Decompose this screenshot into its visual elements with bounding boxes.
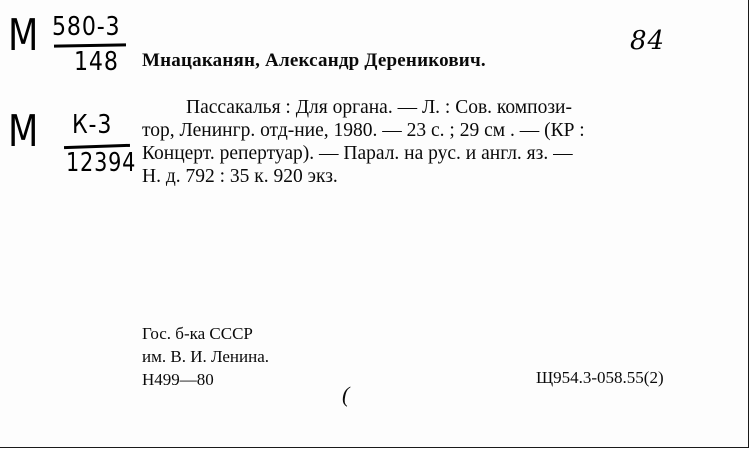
call-number-1-top: 580-3 [52,12,121,42]
library-line-2: им. В. И. Ленина. [142,347,270,366]
library-line-3: Н499—80 [142,370,214,389]
description-line-2: тор, Ленингр. отд-ние, 1980. — 23 с. ; 29 см . — (КР : [142,120,585,141]
classification-code: Щ954.3-058.55(2) [536,368,664,387]
call-number-1-letter: М [8,10,40,61]
call-number-2-top: К-3 [72,110,113,140]
bibliographic-description [142,96,684,188]
library-line-1: Гос. б-ка СССР [142,324,253,343]
handwritten-corner-mark: 84 [630,26,666,56]
author-heading: Мнацаканян, Александр Дереникович. [142,50,486,71]
library-imprint [142,322,269,391]
call-number-1-bottom: 148 [74,47,119,77]
call-number-2-bottom: 12394 [66,148,137,178]
stray-pencil-mark: ( [342,382,350,407]
description-line-3: Концерт. репертуар). — Парал. на рус. и англ. яз. — [142,143,573,164]
call-number-2-letter: М [8,106,40,157]
description-line-1: Пассакалья : Для органа. — Л. : Сов. компози- [186,97,572,118]
description-line-4: Н. д. 792 : 35 к. 920 экз. [142,166,338,187]
